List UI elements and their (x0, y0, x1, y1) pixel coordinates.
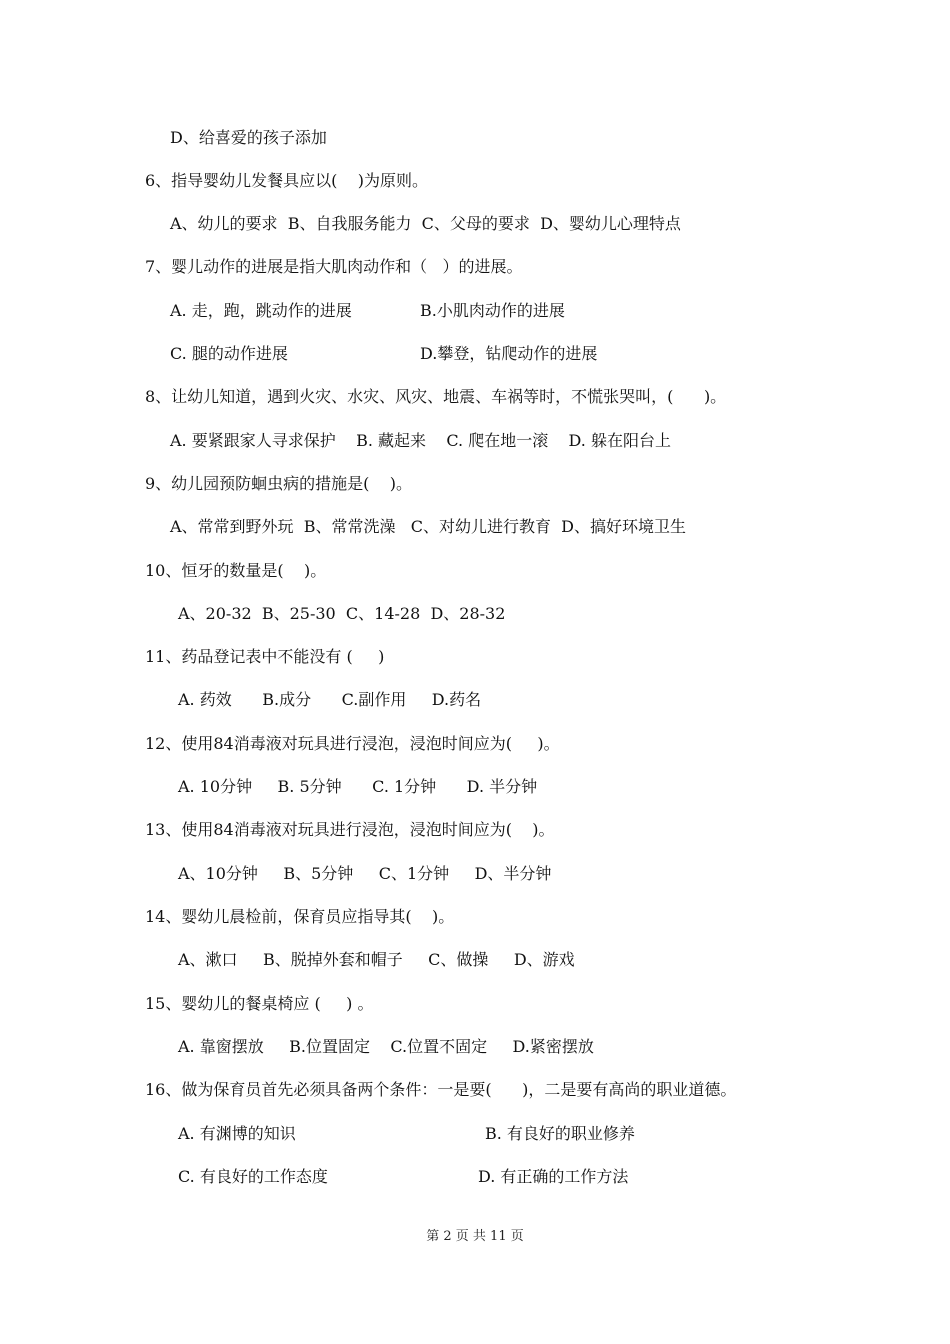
option-q7-c: C. 腿的动作进展 (170, 344, 288, 363)
options-q11: A. 药效 B.成分 C.副作用 D.药名 (178, 690, 482, 709)
options-q8: A. 要紧跟家人寻求保护 B. 藏起来 C. 爬在地一滚 D. 躲在阳台上 (170, 431, 671, 450)
question-13: 13、使用84消毒液对玩具进行浸泡，浸泡时间应为( )。 (145, 820, 555, 839)
option-q7-a: A. 走，跑，跳动作的进展 (170, 301, 352, 320)
options-q6: A、幼儿的要求 B、自我服务能力 C、父母的要求 D、婴幼儿心理特点 (170, 214, 681, 233)
option-line-q5-d: D、给喜爱的孩子添加 (170, 128, 327, 147)
question-7: 7、婴儿动作的进展是指大肌肉动作和（ ）的进展。 (145, 257, 523, 276)
option-q16-a: A. 有渊博的知识 (178, 1124, 296, 1143)
options-q10: A、20-32 B、25-30 C、14-28 D、28-32 (178, 604, 506, 623)
question-16: 16、做为保育员首先必须具备两个条件：一是要( )，二是要有高尚的职业道德。 (145, 1080, 737, 1099)
options-q15: A. 靠窗摆放 B.位置固定 C.位置不固定 D.紧密摆放 (178, 1037, 594, 1056)
page-number-footer: 第 2 页 共 11 页 (426, 1229, 524, 1244)
options-q14: A、漱口 B、脱掉外套和帽子 C、做操 D、游戏 (178, 950, 575, 969)
option-q7-b: B.小肌肉动作的进展 (420, 301, 565, 320)
question-11: 11、药品登记表中不能没有 ( ) (145, 647, 385, 666)
option-q16-d: D. 有正确的工作方法 (478, 1167, 629, 1186)
question-14: 14、婴幼儿晨检前，保育员应指导其( )。 (145, 907, 455, 926)
options-q12: A. 10分钟 B. 5分钟 C. 1分钟 D. 半分钟 (178, 777, 538, 796)
question-10: 10、恒牙的数量是( )。 (145, 561, 327, 580)
options-q9: A、常常到野外玩 B、常常洗澡 C、对幼儿进行教育 D、搞好环境卫生 (170, 517, 686, 536)
question-6: 6、指导婴幼儿发餐具应以( )为原则。 (145, 171, 429, 190)
options-q13: A、10分钟 B、5分钟 C、1分钟 D、半分钟 (178, 864, 552, 883)
option-q16-b: B. 有良好的职业修养 (485, 1124, 635, 1143)
question-9: 9、幼儿园预防蛔虫病的措施是( )。 (145, 474, 413, 493)
option-q7-d: D.攀登，钻爬动作的进展 (420, 344, 598, 363)
question-15: 15、婴幼儿的餐桌椅应 ( ) 。 (145, 994, 374, 1013)
question-8: 8、让幼儿知道，遇到火灾、水灾、风灾、地震、车祸等时，不慌张哭叫，( )。 (145, 387, 727, 406)
option-q16-c: C. 有良好的工作态度 (178, 1167, 328, 1186)
question-12: 12、使用84消毒液对玩具进行浸泡，浸泡时间应为( )。 (145, 734, 560, 753)
